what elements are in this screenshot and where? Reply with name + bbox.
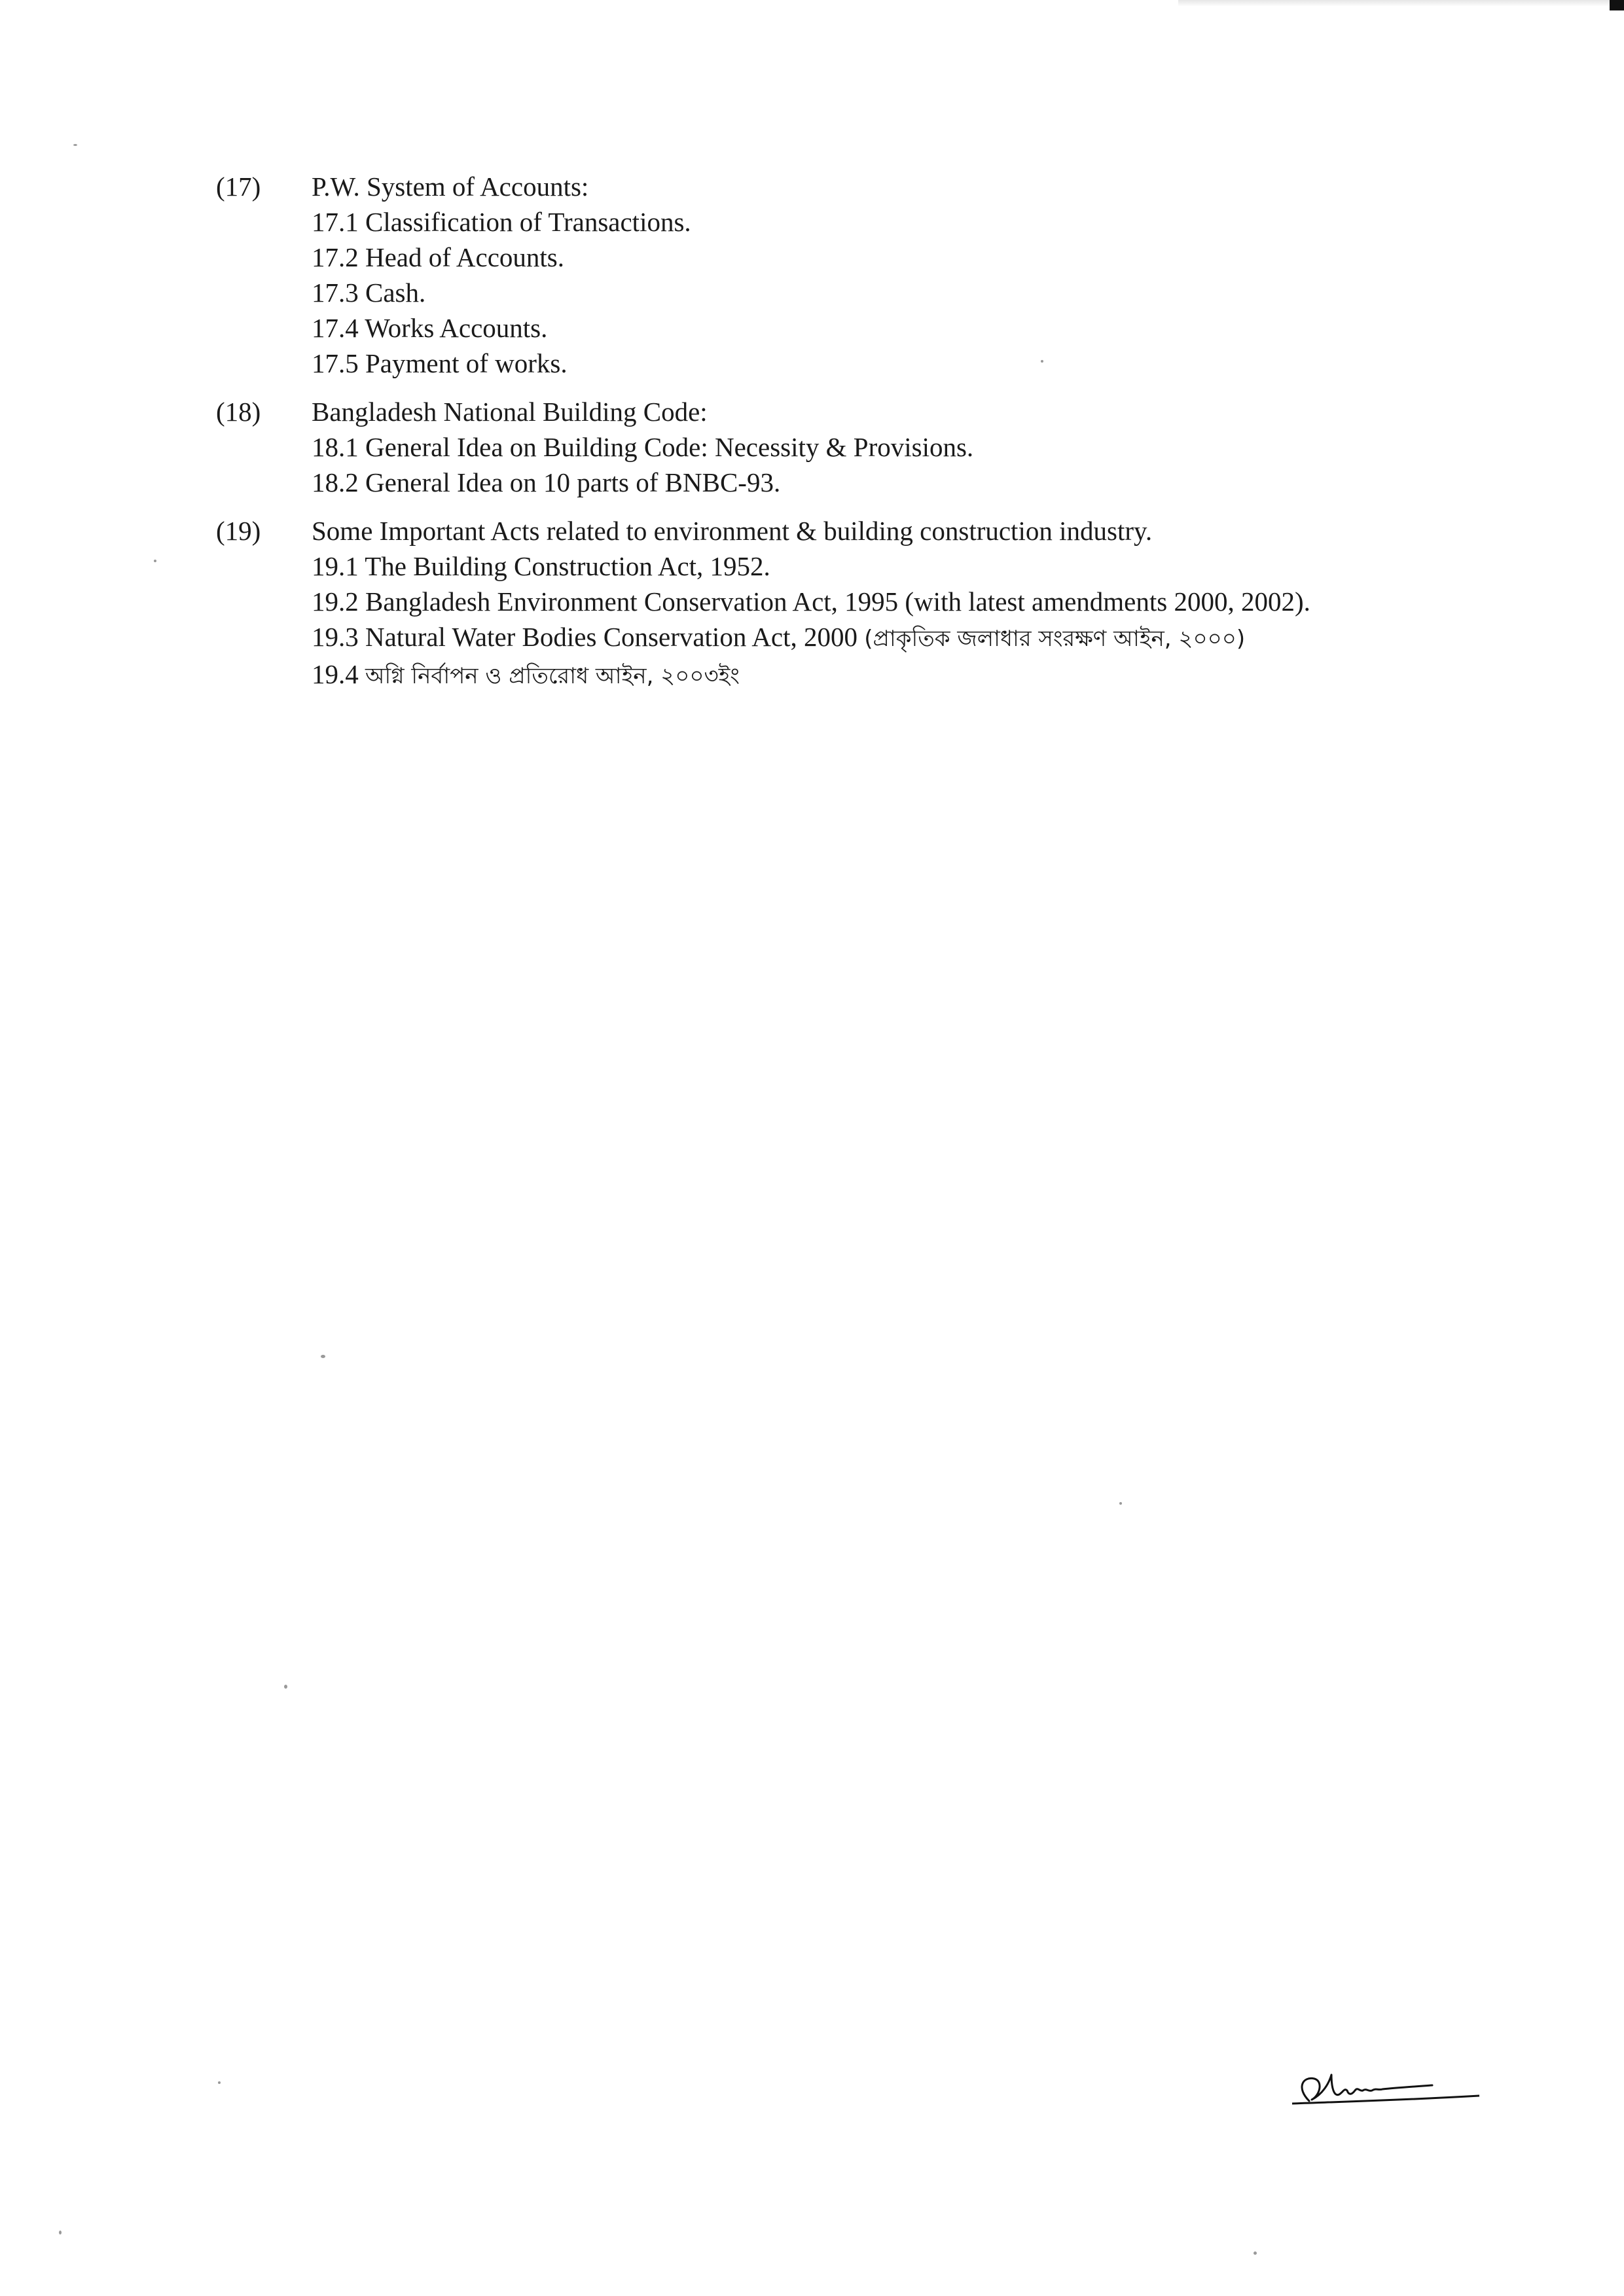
list-item: 17.3 Cash. [312, 278, 426, 308]
list-item: 17.1 Classification of Transactions. [312, 207, 691, 237]
item-list [312, 429, 1434, 500]
list-item: 19.1 The Building Construction Act, 1952. [312, 551, 770, 581]
scan-speck [59, 2231, 62, 2234]
list-item: 19.2 Bangladesh Environment Conservation Act, 1995 (with latest amendments 2000, 2002). [312, 586, 1310, 617]
section-heading: P.W. System of Accounts: [312, 171, 589, 202]
section-body [312, 513, 1434, 694]
scan-corner-mark [1610, 0, 1624, 10]
section-18 [216, 394, 1434, 500]
section-19 [216, 513, 1434, 694]
section-number: (19) [216, 516, 261, 546]
bengali-text: অগ্নি নির্বাপন ও প্রতিরোধ আইন, ২০০৩ইং [365, 663, 740, 689]
list-item: 18.2 General Idea on 10 parts of BNBC-93. [312, 467, 781, 497]
scan-speck [321, 1355, 325, 1358]
scan-speck [1254, 2251, 1257, 2255]
scan-speck [284, 1685, 287, 1689]
section-number: (18) [216, 397, 261, 427]
document-body [216, 169, 1434, 707]
scan-speck [1041, 360, 1043, 363]
scan-speck [73, 144, 77, 146]
section-heading: Bangladesh National Building Code: [312, 397, 708, 427]
list-item: 18.1 General Idea on Building Code: Necessity & Provisions. [312, 432, 974, 462]
section-body [312, 169, 1434, 381]
item-number: 19.4 [312, 659, 365, 689]
signature [1283, 2062, 1492, 2114]
section-heading: Some Important Acts related to environment & building construction industry. [312, 516, 1153, 546]
scan-speck [1119, 1502, 1122, 1505]
list-item [312, 656, 1434, 694]
list-item: 17.2 Head of Accounts. [312, 242, 564, 272]
list-item [312, 619, 1434, 656]
item-list [312, 204, 1434, 381]
scan-top-shadow [1178, 0, 1610, 7]
list-item: 17.4 Works Accounts. [312, 313, 548, 343]
scan-speck [154, 560, 156, 562]
item-list [312, 548, 1434, 694]
list-item: 17.5 Payment of works. [312, 348, 568, 378]
item-text: 19.3 Natural Water Bodies Conservation Act, 2000 [312, 622, 865, 652]
section-number: (17) [216, 171, 261, 202]
bengali-text: (প্রাকৃতিক জলাধার সংরক্ষণ আইন, ২০০০) [864, 626, 1246, 652]
section-17 [216, 169, 1434, 381]
section-body [312, 394, 1434, 500]
scan-speck [218, 2081, 221, 2084]
